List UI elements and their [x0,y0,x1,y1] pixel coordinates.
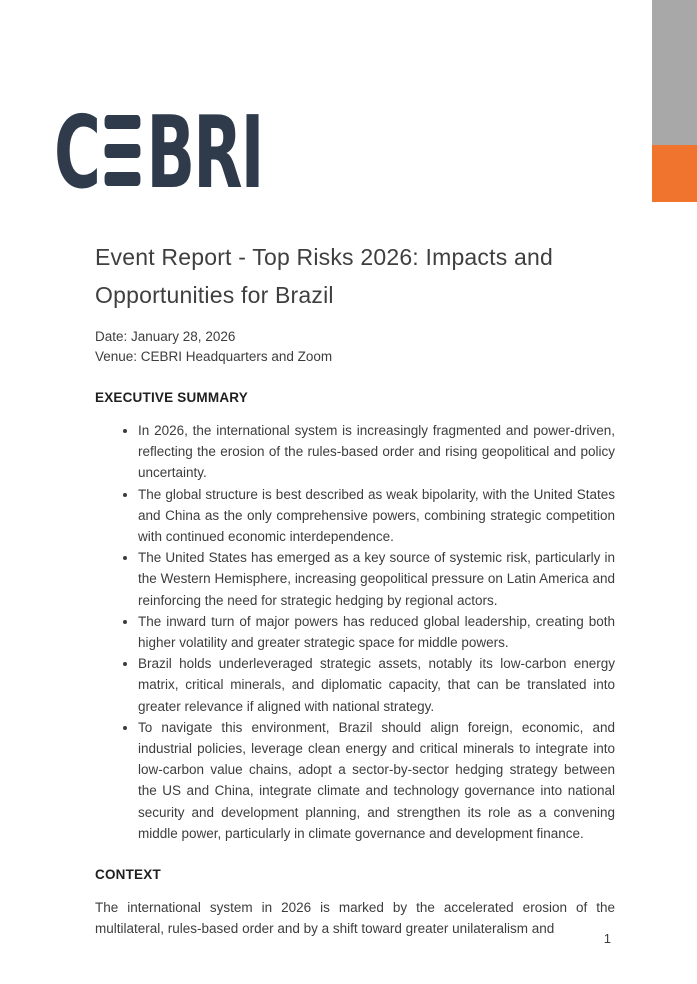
event-date: Date: January 28, 2026 [95,329,236,344]
document-title: Event Report - Top Risks 2026: Impacts and Opportunities for Brazil [95,244,553,308]
context-paragraph: The international system in 2026 is marked by the accelerated erosion of the multilateral, rules-based order and by a shift toward greater unilateralism and [95,900,615,937]
summary-bullet-1: • In 2026, the international system is increasingly fragmented and power-driven, reflecting the erosion of the rules-based order and rising geopolitical and policy uncertainty. [138,420,615,484]
event-venue: Venue: CEBRI Headquarters and Zoom [95,349,333,364]
logo-letter-c: C [54,94,100,211]
logo-e-bar-bottom [105,172,141,186]
page-number: 1 [603,931,611,946]
logo-letters-bri: BRI [146,94,263,211]
logo-stylized-e-icon [105,115,141,186]
gray-corner-bar [652,0,697,145]
executive-summary-list [95,420,615,844]
executive-summary-heading: EXECUTIVE SUMMARY [95,390,248,405]
document-body [95,238,615,939]
summary-bullet-5: • Brazil holds underleveraged strategic assets, notably its low-carbon energy matrix, critical minerals, and diplomatic capacity, that can be translated into greater relevance if aligned with national strategy. [138,653,615,717]
summary-bullet-4: • The inward turn of major powers has reduced global leadership, creating both higher volatility and greater strategic space for middle powers. [138,611,615,653]
summary-bullet-6: • To navigate this environment, Brazil should align foreign, economic, and industrial policies, leverage clean energy and critical minerals to integrate into low-carbon value chains, adopt a sector-by-sector hedging strategy between the US and China, integrate climate and technology governance into national security and development planning, and strengthen its role as a convening middle power, particularly in climate governance and development finance. [138,717,615,844]
summary-bullet-3: • The United States has emerged as a key source of systemic risk, particularly in the Western Hemisphere, increasing geopolitical pressure on Latin America and reinforcing the need for strategic hedging by regional actors. [138,547,615,611]
logo-e-bar-top [105,115,141,129]
logo-e-bar-middle [105,144,141,158]
cebri-logo [54,94,380,211]
orange-corner-square [652,145,697,202]
context-heading: CONTEXT [95,867,161,883]
summary-bullet-2: • The global structure is best described as weak bipolarity, with the United States and China as the only comprehensive powers, combining strategic competition with continued economic interdependence. [138,484,615,548]
cebri-logo-inner [54,94,263,211]
